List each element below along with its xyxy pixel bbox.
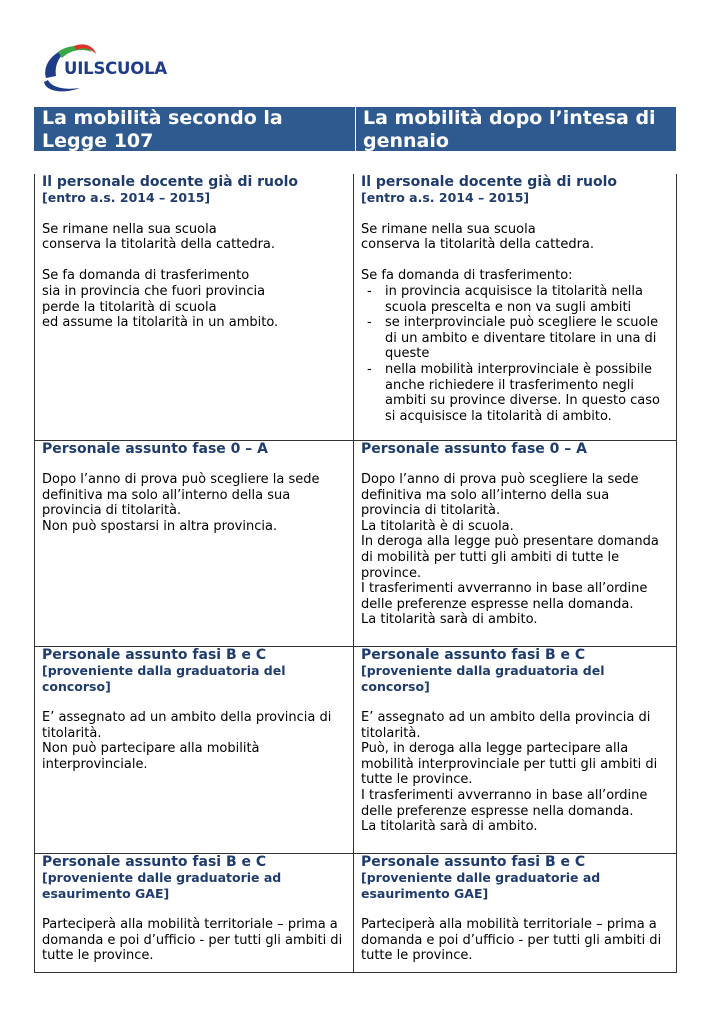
text-line: conserva la titolarità della cattedra. xyxy=(361,237,595,253)
text-line: I trasferimenti avverranno in base all’ordine delle preferenze espresse nella domanda. xyxy=(361,788,648,819)
table-row xyxy=(35,853,677,972)
cell-right xyxy=(354,174,677,440)
text-line: E’ assegnato ad un ambito della provincia di titolarità. xyxy=(42,710,332,741)
section-title: Il personale docente già di ruolo xyxy=(42,174,299,190)
text-line: I trasferimenti avverranno in base all’ordine delle preferenze espresse nella domanda. xyxy=(361,581,648,612)
uilscuola-logo xyxy=(40,42,165,94)
text-line: Parteciperà alla mobilità territoriale – prima a domanda e poi d’ufficio - per tutti gli ambiti di tutte le province. xyxy=(42,917,343,964)
list-item: - in provincia acquisisce la titolarità nella scuola prescelta e non va sugli ambiti xyxy=(361,284,670,315)
cell-right xyxy=(354,646,677,853)
text-line: Parteciperà alla mobilità territoriale – prima a domanda e poi d’ufficio - per tutti gli ambiti di tutte le province. xyxy=(361,917,662,964)
section-title: Personale assunto fase 0 – A xyxy=(42,440,268,457)
text-line: Può, in deroga alla legge partecipare alla mobilità interprovinciale per tutti gli ambiti di tutte le province. xyxy=(361,741,658,788)
table-row xyxy=(35,646,677,853)
section-subtitle: [proveniente dalle graduatorie ad esaurimento GAE] xyxy=(42,869,282,901)
text-line: Dopo l’anno di prova può scegliere la sede definitiva ma solo all’interno della sua provincia di titolarità. xyxy=(361,472,639,519)
section-subtitle: [proveniente dalle graduatorie ad esaurimento GAE] xyxy=(361,869,601,901)
text-line: Se rimane nella sua scuola xyxy=(42,221,217,237)
table-row xyxy=(35,440,677,646)
text-line: perde la titolarità di scuola xyxy=(42,299,217,315)
cell-left xyxy=(35,853,354,972)
section-title: Personale assunto fasi B e C xyxy=(42,646,267,663)
section-subtitle: [proveniente dalla graduatoria del concorso] xyxy=(361,662,605,694)
text-line: sia in provincia che fuori provincia xyxy=(42,283,266,299)
table-header xyxy=(34,107,676,151)
text-line: E’ assegnato ad un ambito della provincia di titolarità. xyxy=(361,710,651,741)
section-title: Il personale docente già di ruolo xyxy=(361,174,618,190)
cell-left xyxy=(35,174,354,440)
cell-right xyxy=(354,853,677,972)
cell-left xyxy=(35,440,354,646)
cell-left xyxy=(35,646,354,853)
text-line: ed assume la titolarità in un ambito. xyxy=(42,315,279,331)
table-row xyxy=(35,174,677,440)
text-line: conserva la titolarità della cattedra. xyxy=(42,237,276,253)
section-title: Personale assunto fase 0 – A xyxy=(361,440,587,457)
section-title: Personale assunto fasi B e C xyxy=(361,853,586,870)
section-subtitle: [entro a.s. 2014 – 2015] xyxy=(361,190,530,205)
section-subtitle: [proveniente dalla graduatoria del concorso] xyxy=(42,662,286,694)
header-left-title: La mobilità secondo la Legge 107 xyxy=(42,107,283,152)
comparison-table xyxy=(34,174,677,973)
section-title: Personale assunto fasi B e C xyxy=(361,646,586,663)
list-item: - nella mobilità interprovinciale è possibile anche richiedere il trasferimento negli ambiti su province diverse. In questo caso si acquisisce la titolarità di ambito. xyxy=(361,362,670,424)
logo-text: UILSCUOLA xyxy=(64,59,167,78)
text-line: Non può partecipare alla mobilità interprovinciale. xyxy=(42,741,260,772)
text-line: La titolarità sarà di ambito. xyxy=(361,612,538,628)
header-right-title: La mobilità dopo l’intesa di gennaio xyxy=(355,107,676,151)
text-line: La titolarità è di scuola. xyxy=(361,518,514,534)
text-line: Dopo l’anno di prova può scegliere la sede definitiva ma solo all’interno della sua provincia di titolarità. xyxy=(42,472,320,519)
section-subtitle: [entro a.s. 2014 – 2015] xyxy=(42,190,211,205)
list-item: - se interprovinciale può scegliere le scuole di un ambito e diventare titolare in una di queste xyxy=(361,315,670,362)
section-title: Personale assunto fasi B e C xyxy=(42,853,267,870)
text-line: Se rimane nella sua scuola xyxy=(361,221,536,237)
text-line: In deroga alla legge può presentare domanda di mobilità per tutti gli ambiti di tutte le province. xyxy=(361,534,659,581)
bullet-list xyxy=(361,284,670,424)
text-line: Non può spostarsi in altra provincia. xyxy=(42,518,278,534)
text-line: Se fa domanda di trasferimento xyxy=(42,268,250,284)
text-line: Se fa domanda di trasferimento: xyxy=(361,268,573,284)
cell-right xyxy=(354,440,677,646)
text-line: La titolarità sarà di ambito. xyxy=(361,819,538,835)
